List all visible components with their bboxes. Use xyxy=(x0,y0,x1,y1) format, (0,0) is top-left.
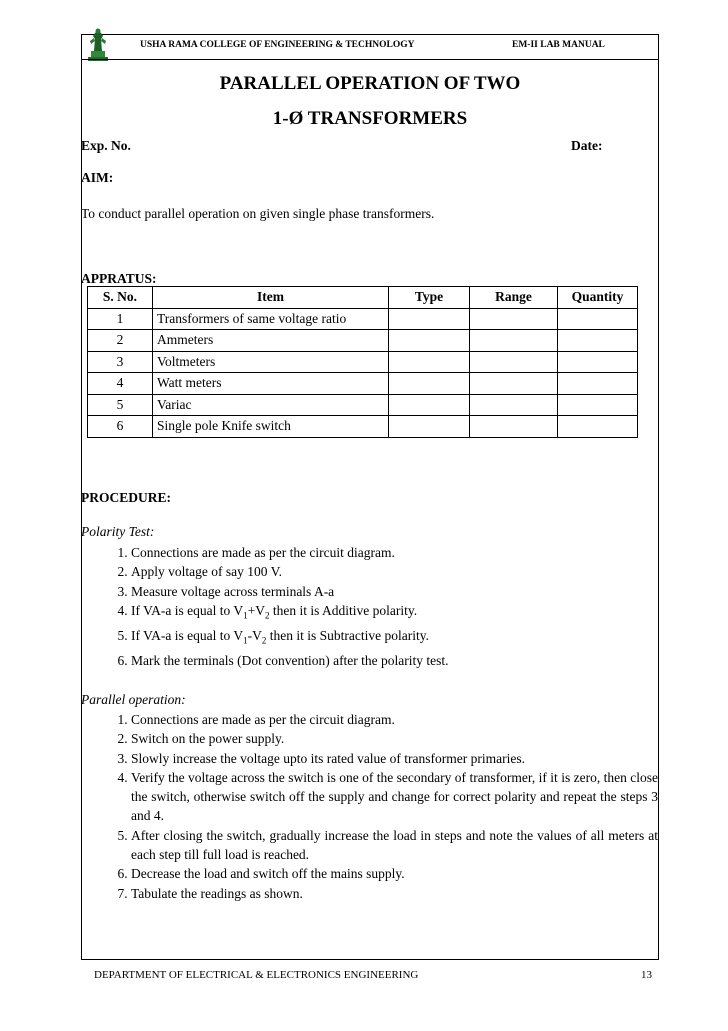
row-sno: 5 xyxy=(88,394,153,416)
parallel-steps xyxy=(81,710,659,903)
row-sno: 1 xyxy=(88,308,153,330)
table-row xyxy=(88,394,638,416)
row-range xyxy=(470,373,558,395)
list-item: 2. Apply voltage of say 100 V. xyxy=(131,562,658,581)
table-row xyxy=(88,330,638,352)
row-range xyxy=(470,330,558,352)
row-item: Ammeters xyxy=(153,330,389,352)
col-type: Type xyxy=(389,287,470,309)
row-item: Variac xyxy=(153,394,389,416)
header-college-name: USHA RAMA COLLEGE OF ENGINEERING & TECHNOLOGY xyxy=(140,40,415,50)
row-range xyxy=(470,416,558,438)
list-item: 4. If VA-a is equal to $V_1+V_2$ then it is Additive polarity. xyxy=(131,601,658,626)
exp-no-label: Exp. No. xyxy=(81,138,131,153)
col-range: Range xyxy=(470,287,558,309)
page-title-line1: PARALLEL OPERATION OF TWO xyxy=(219,73,521,94)
row-item: Single pole Knife switch xyxy=(153,416,389,438)
row-item: Watt meters xyxy=(153,373,389,395)
header-rule xyxy=(81,59,659,60)
row-range xyxy=(470,351,558,373)
list-item: 3. Measure voltage across terminals A-a xyxy=(131,582,658,601)
procedure-heading: PROCEDURE: xyxy=(81,490,171,505)
row-quantity xyxy=(558,394,638,416)
row-type xyxy=(389,351,470,373)
date-label: Date: xyxy=(571,138,603,153)
row-sno: 6 xyxy=(88,416,153,438)
header-manual-name: EM-II LAB MANUAL xyxy=(512,40,605,50)
polarity-test-title: Polarity Test: xyxy=(81,524,155,539)
list-item: 5. If VA-a is equal to $V_1-V_2$ then it is Subtractive polarity. xyxy=(131,626,658,651)
row-item: Transformers of same voltage ratio xyxy=(153,308,389,330)
row-type xyxy=(389,308,470,330)
aim-heading: AIM: xyxy=(81,170,114,185)
page-number: 13 xyxy=(641,969,652,981)
table-row xyxy=(88,351,638,373)
row-sno: 4 xyxy=(88,373,153,395)
list-item: 6. Decrease the load and switch off the mains supply. xyxy=(131,864,658,883)
list-item: 2. Switch on the power supply. xyxy=(131,729,658,748)
college-logo-icon xyxy=(86,27,110,61)
apparatus-heading: APPRATUS: xyxy=(81,271,157,286)
list-item: 1. Connections are made as per the circuit diagram. xyxy=(131,710,658,729)
table-header-row xyxy=(88,287,638,309)
col-item: Item xyxy=(153,287,389,309)
row-range xyxy=(470,394,558,416)
aim-text: To conduct parallel operation on given single phase transformers. xyxy=(81,206,435,221)
page-title-line2: 1-Ø TRANSFORMERS xyxy=(272,108,468,129)
col-quantity: Quantity xyxy=(558,287,638,309)
row-range xyxy=(470,308,558,330)
table-row xyxy=(88,373,638,395)
apparatus-table xyxy=(87,286,638,438)
table-row xyxy=(88,308,638,330)
row-type xyxy=(389,394,470,416)
polarity-steps xyxy=(81,543,659,670)
list-item: 6. Mark the terminals (Dot convention) after the polarity test. xyxy=(131,651,658,670)
row-quantity xyxy=(558,416,638,438)
table-row xyxy=(88,416,638,438)
row-quantity xyxy=(558,351,638,373)
row-type xyxy=(389,416,470,438)
list-item: 4. Verify the voltage across the switch is one of the secondary of transformer, if it is zero, then close the switch, otherwise switch off the supply and change for correct polarity and repeat the steps 3 and 4. xyxy=(131,768,658,826)
row-sno: 2 xyxy=(88,330,153,352)
list-item: 3. Slowly increase the voltage upto its rated value of transformer primaries. xyxy=(131,749,658,768)
footer-department: DEPARTMENT OF ELECTRICAL & ELECTRONICS ENGINEERING xyxy=(94,969,419,981)
row-sno: 3 xyxy=(88,351,153,373)
list-item: 5. After closing the switch, gradually increase the load in steps and note the values of all meters at each step till full load is reached. xyxy=(131,826,658,865)
row-quantity xyxy=(558,330,638,352)
col-sno: S. No. xyxy=(88,287,153,309)
parallel-operation-title: Parallel operation: xyxy=(81,692,186,707)
row-quantity xyxy=(558,373,638,395)
row-type xyxy=(389,373,470,395)
row-quantity xyxy=(558,308,638,330)
list-item: 7. Tabulate the readings as shown. xyxy=(131,884,658,903)
list-item: 1. Connections are made as per the circuit diagram. xyxy=(131,543,658,562)
row-item: Voltmeters xyxy=(153,351,389,373)
row-type xyxy=(389,330,470,352)
